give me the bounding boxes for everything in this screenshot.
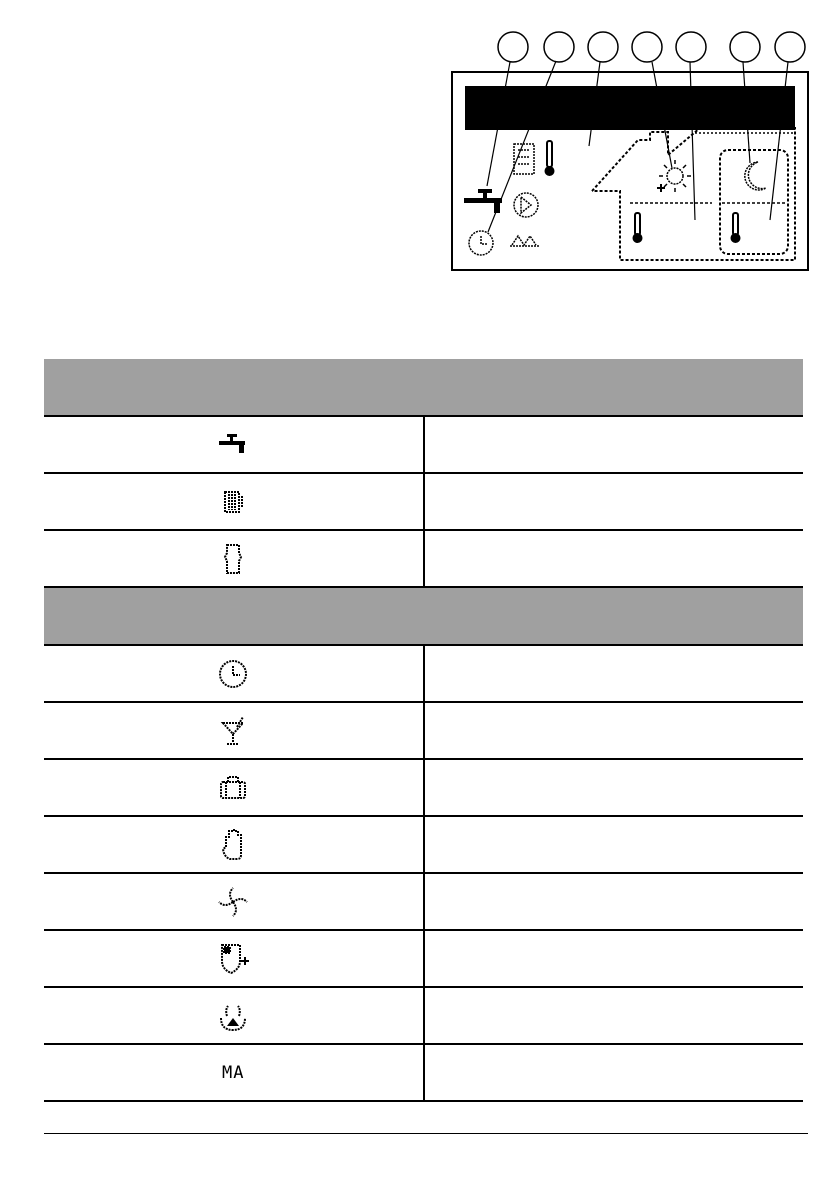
burner-icon (514, 193, 538, 217)
radiator-icon (213, 484, 253, 520)
table-row (44, 987, 803, 1044)
footer-rule (44, 1133, 808, 1134)
tap-icon (213, 427, 253, 463)
plus-icon (657, 184, 665, 192)
table-row (44, 416, 803, 473)
symbol-legend-table (44, 359, 803, 1102)
table-row (44, 816, 803, 873)
section-header-1-text (44, 359, 803, 416)
ma-text-icon: MA (222, 1062, 245, 1083)
hand-icon (213, 825, 253, 865)
room-thermometer-icon (634, 213, 642, 242)
table-row (44, 873, 803, 930)
moon-icon (745, 162, 766, 190)
callout-4 (632, 32, 662, 62)
table-row (44, 645, 803, 702)
table-row (44, 930, 803, 987)
shield-plus-icon (213, 939, 253, 979)
table-row (44, 759, 803, 816)
callout-circles (498, 32, 805, 62)
callout-6 (730, 32, 760, 62)
section-header-2 (44, 587, 803, 645)
callout-7 (775, 32, 805, 62)
night-mode-box (720, 150, 788, 254)
callout-3 (588, 32, 618, 62)
cocktail-glass-icon (213, 713, 253, 749)
fan-icon (213, 882, 253, 922)
thermometer-icon (546, 141, 554, 175)
lcd-display-diagram (0, 0, 840, 340)
clock-icon (469, 231, 493, 255)
heating-circuit-icon (213, 539, 253, 579)
callout-2 (544, 32, 574, 62)
suitcase-icon (213, 770, 253, 806)
table-row (44, 702, 803, 759)
underfloor-heating-icon (510, 236, 540, 246)
section-header-2-text (44, 587, 803, 645)
clock-icon (213, 656, 253, 692)
table-row (44, 1044, 803, 1101)
section-header-1 (44, 359, 803, 416)
table-row (44, 473, 803, 530)
callout-1 (498, 32, 528, 62)
night-thermometer-icon (732, 213, 740, 242)
house-outline (592, 128, 795, 260)
chimney-sweep-icon (213, 996, 253, 1036)
tap-icon (464, 189, 502, 213)
table-row (44, 530, 803, 587)
callout-5 (676, 32, 706, 62)
